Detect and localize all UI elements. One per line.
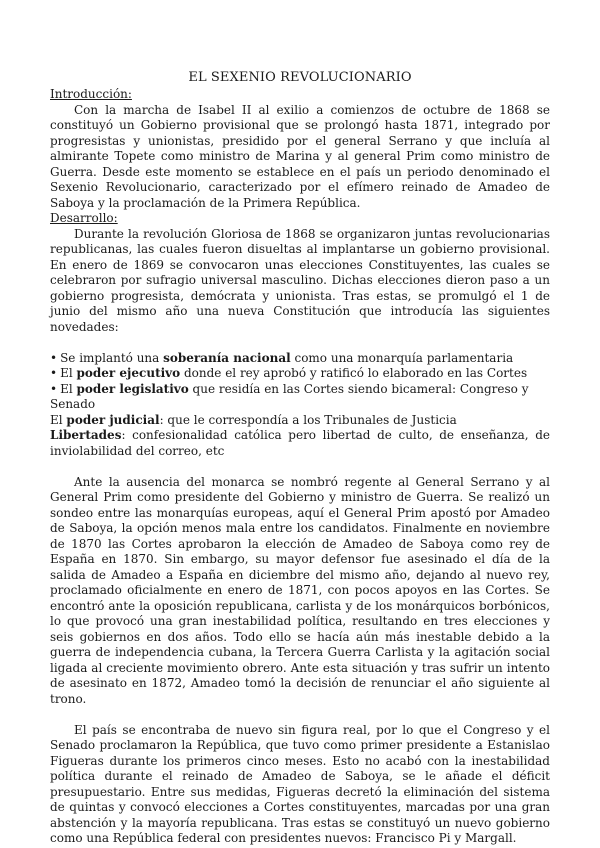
list-item	[50, 351, 550, 367]
list-item-text: como una monarquía parlamentaria	[290, 350, 514, 365]
list-item	[50, 366, 550, 382]
novelties-list	[50, 351, 550, 413]
spacer	[50, 335, 550, 351]
intro-paragraph: Con la marcha de Isabel II al exilio a comienzos de octubre de 1868 se constituyó un Gobierno provisional que se prolongó hasta 1871, integrado por progresistas y unionistas, presidido por el general Serrano y que incluía al almirante Topete como ministro de Marina y al general Prim como ministro de Guerra. Desde este momento se establece en el país un periodo denominado el Sexenio Revolucionario, caracterizado por el efímero reinado de Amadeo de Saboya y la proclamación de la Primera República.	[50, 102, 550, 210]
list-item-bold: soberanía nacional	[163, 350, 291, 365]
list-item-bold: poder legislativo	[76, 381, 189, 396]
republic-paragraph: El país se encontraba de nuevo sin figura real, por lo que el Congreso y el Senado proclamaron la República, que tuvo como primer presidente a Estanislao Figueras durante los primeros cinco meses. Esto no acabó con la inestabilidad política durante el reinado de Amadeo de Saboya, se le añade el déficit presupuestario. Entre sus medidas, Figueras decretó la eliminación del sistema de quintas y convocó elecciones a Cortes constituyentes, marcadas por una gran abstención y la mayoría republicana. Tras estas se constituyó un nuevo gobierno como una República federal con presidentes nuevos: Francisco Pi y Margall.	[50, 722, 550, 845]
regency-paragraph: Ante la ausencia del monarca se nombró regente al General Serrano y al General Prim como presidente del Gobierno y ministro de Guerra. Se realizó un sondeo entre las monarquías europeas, aquí el General Prim apostó por Amadeo de Saboya, la opción menos mala entre los candidatos. Finalmente en noviembre de 1870 las Cortes aprobaron la elección de Amadeo de Saboya como rey de España en 1870. Sin embargo, su mayor defensor fue asesinado el día de la salida de Amadeo a España en diciembre del mismo año, dejando al nuevo rey, proclamado oficialmente en enero de 1871, con pocos apoyos en las Cortes. Se encontró ante la oposición republicana, carlista y de los monárquicos borbónicos, lo que provocó una gran inestabilidad política, resultando en tres elecciones y seis gobiernos en dos años. Todo ello se hacía aún más inestable debido a la guerra de independencia cubana, la Tercera Guerra Carlista y la agitación social ligada al creciente movimiento obrero. Ante esta situación y tras sufrir un intento de asesinato en 1872, Amadeo tomó la decisión de renunciar el año siguiente al trono.	[50, 474, 550, 706]
judicial-text-rest: : que le correspondía a los Tribunales de Justicia	[159, 412, 457, 427]
list-item-text: Se implantó una	[60, 350, 164, 365]
liberties-text: : confesionalidad católica pero libertad de culto, de enseñanza, de inviolabilidad del correo, etc	[50, 428, 550, 458]
bullet-icon: •	[50, 366, 58, 380]
intro-heading: Introducción:	[50, 87, 132, 101]
development-heading: Desarrollo:	[50, 211, 118, 225]
list-item-bold: poder ejecutivo	[76, 366, 181, 380]
spacer	[50, 459, 550, 475]
development-paragraph: Durante la revolución Gloriosa de 1868 se organizaron juntas revolucionarias republicanas, las cuales fueron disueltas al implantarse un gobierno provisional. En enero de 1869 se convocaron unas elecciones Constituyentes, las cuales se celebraron por sufragio universal masculino. Dichas elecciones dieron paso a un gobierno progresista, demócrata y unionista. Tras estas, se promulgó el 1 de junio del mismo año una nueva Constitución que introducía las siguientes novedades:	[50, 226, 550, 334]
list-item-text: El	[60, 366, 77, 380]
list-item-text: El	[60, 381, 77, 396]
liberties-line	[50, 428, 550, 459]
bullet-icon: •	[50, 381, 58, 396]
spacer	[50, 707, 550, 723]
judicial-line	[50, 413, 550, 429]
judicial-text: El	[50, 412, 67, 427]
bullet-icon: •	[50, 350, 58, 365]
liberties-bold: Libertades	[50, 428, 122, 442]
document-title: EL SEXENIO REVOLUCIONARIO	[188, 70, 412, 85]
list-item	[50, 382, 550, 413]
list-item-text: donde el rey aprobó y ratificó lo elaborado en las Cortes	[180, 366, 528, 380]
list-item-text: que residía en las Cortes siendo bicameral: Congreso y Senado	[50, 381, 529, 411]
judicial-bold: poder judicial	[66, 412, 160, 427]
